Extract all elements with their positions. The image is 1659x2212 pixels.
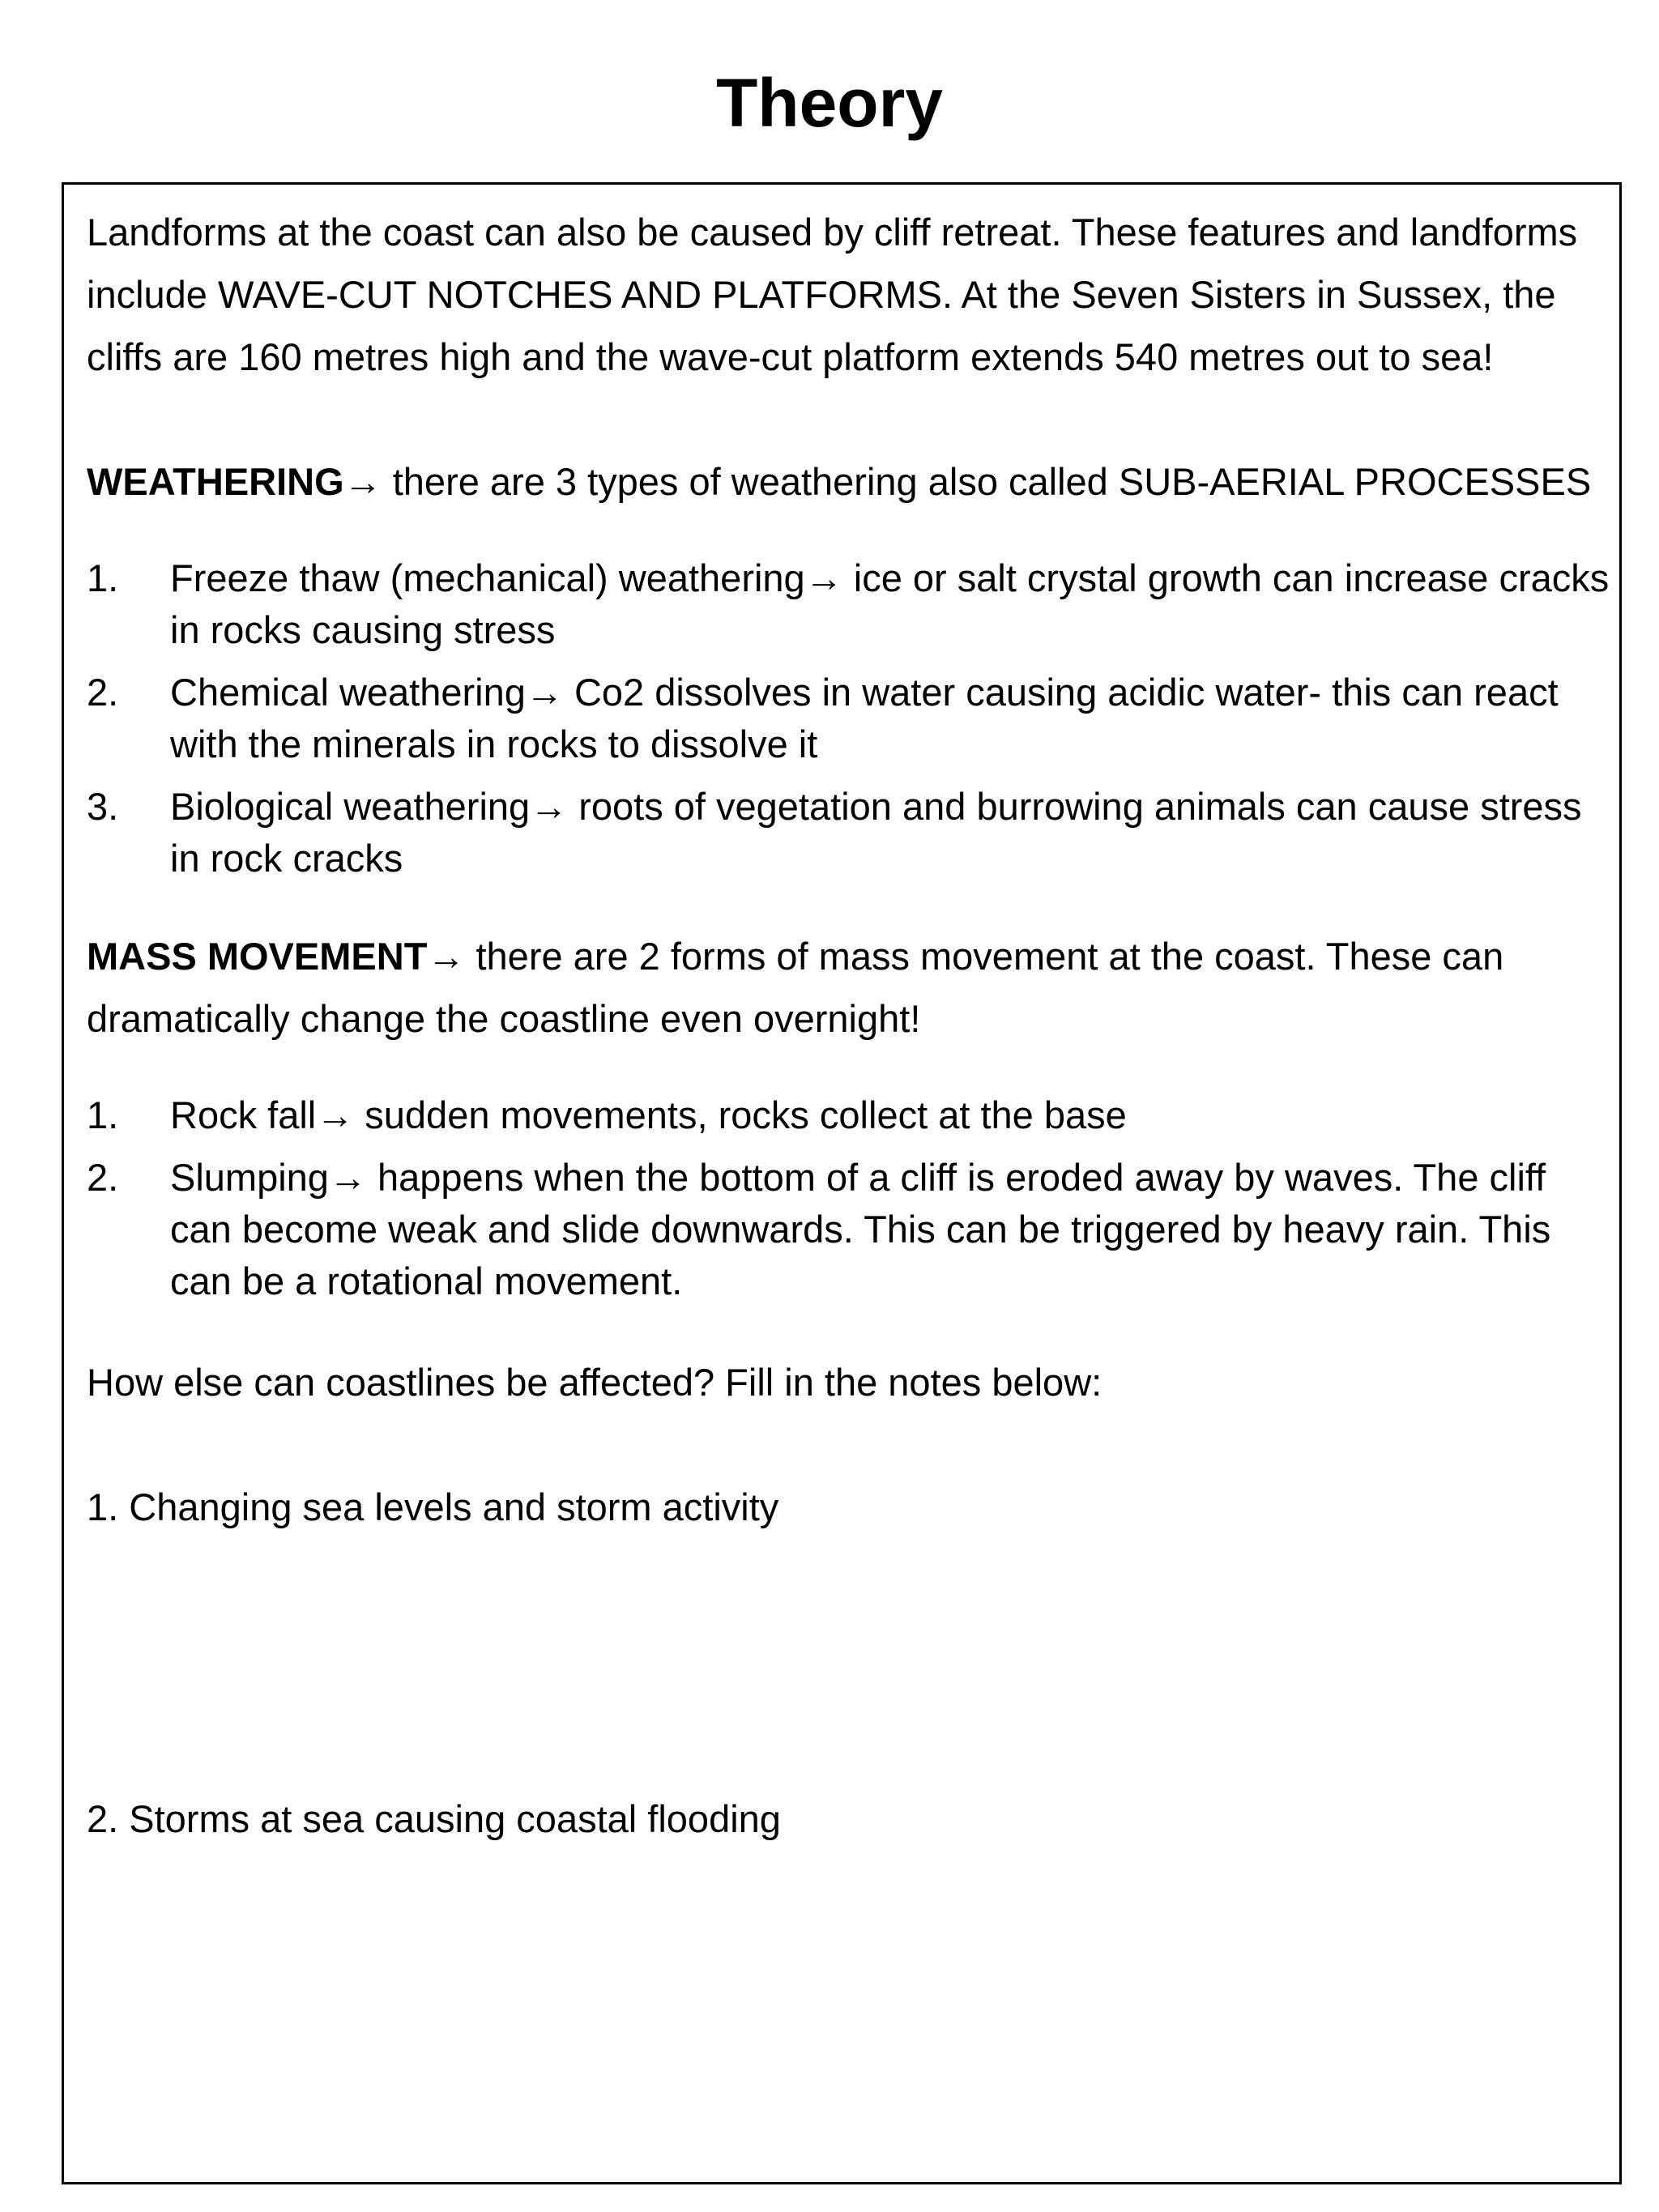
- note-item: 2. Storms at sea causing coastal flooding: [87, 1797, 781, 1840]
- list-item-text: Biological weathering→ roots of vegetation and burrowing animals can cause stress in rock cracks: [170, 785, 1582, 880]
- list-item-text: Slumping→ happens when the bottom of a cliff is eroded away by waves. The cliff can become weak and slide downwards. This can be triggered by heavy rain. This can be a rotational movement.: [170, 1156, 1551, 1302]
- intro-paragraph: Landforms at the coast can also be caused by cliff retreat. These features and landforms include WAVE-CUT NOTCHES AND PLATFORMS. At the Seven Sisters in Sussex, the cliffs are 160 metres high and the wave-cut platform extends 540 metres out to sea!: [87, 211, 1578, 378]
- list-item: [87, 667, 1610, 770]
- list-item: [87, 1089, 1610, 1141]
- mass-movement-intro: [87, 925, 1610, 1050]
- list-item: [87, 1152, 1610, 1307]
- list-number: 2.: [87, 1156, 119, 1199]
- task-prompt: How else can coastlines be affected? Fill in the notes below:: [87, 1361, 1102, 1404]
- list-item-text: Freeze thaw (mechanical) weathering→ ice or salt crystal growth can increase cracks in rocks causing stress: [170, 556, 1610, 651]
- theory-content: [87, 201, 1610, 1850]
- list-item: [87, 781, 1610, 884]
- mass-movement-heading: MASS MOVEMENT: [87, 935, 428, 978]
- mass-movement-list: [87, 1089, 1610, 1307]
- weathering-heading: WEATHERING: [87, 460, 344, 503]
- list-item-text: Rock fall→ sudden movements, rocks collect at the base: [170, 1093, 1127, 1136]
- list-number: 3.: [87, 785, 119, 828]
- list-number: 2.: [87, 671, 119, 714]
- theory-content-box: [62, 182, 1622, 2184]
- weathering-list: [87, 552, 1610, 884]
- list-number: 1.: [87, 556, 119, 599]
- arrow-icon: →: [427, 935, 466, 978]
- page-title: Theory: [715, 65, 944, 141]
- list-item: [87, 552, 1610, 656]
- note-item: 1. Changing sea levels and storm activity: [87, 1485, 779, 1528]
- weathering-intro: [87, 450, 1610, 513]
- arrow-icon: →: [343, 460, 382, 503]
- list-number: 1.: [87, 1093, 119, 1136]
- list-item-text: Chemical weathering→ Co2 dissolves in water causing acidic water- this can react with the minerals in rocks to dissolve it: [170, 671, 1559, 765]
- weathering-description: there are 3 types of weathering also called SUB-AERIAL PROCESSES: [382, 460, 1592, 503]
- mass-movement-description: there are 2 forms of mass movement at the coast. These can dramatically change the coastline even overnight!: [87, 935, 1504, 1040]
